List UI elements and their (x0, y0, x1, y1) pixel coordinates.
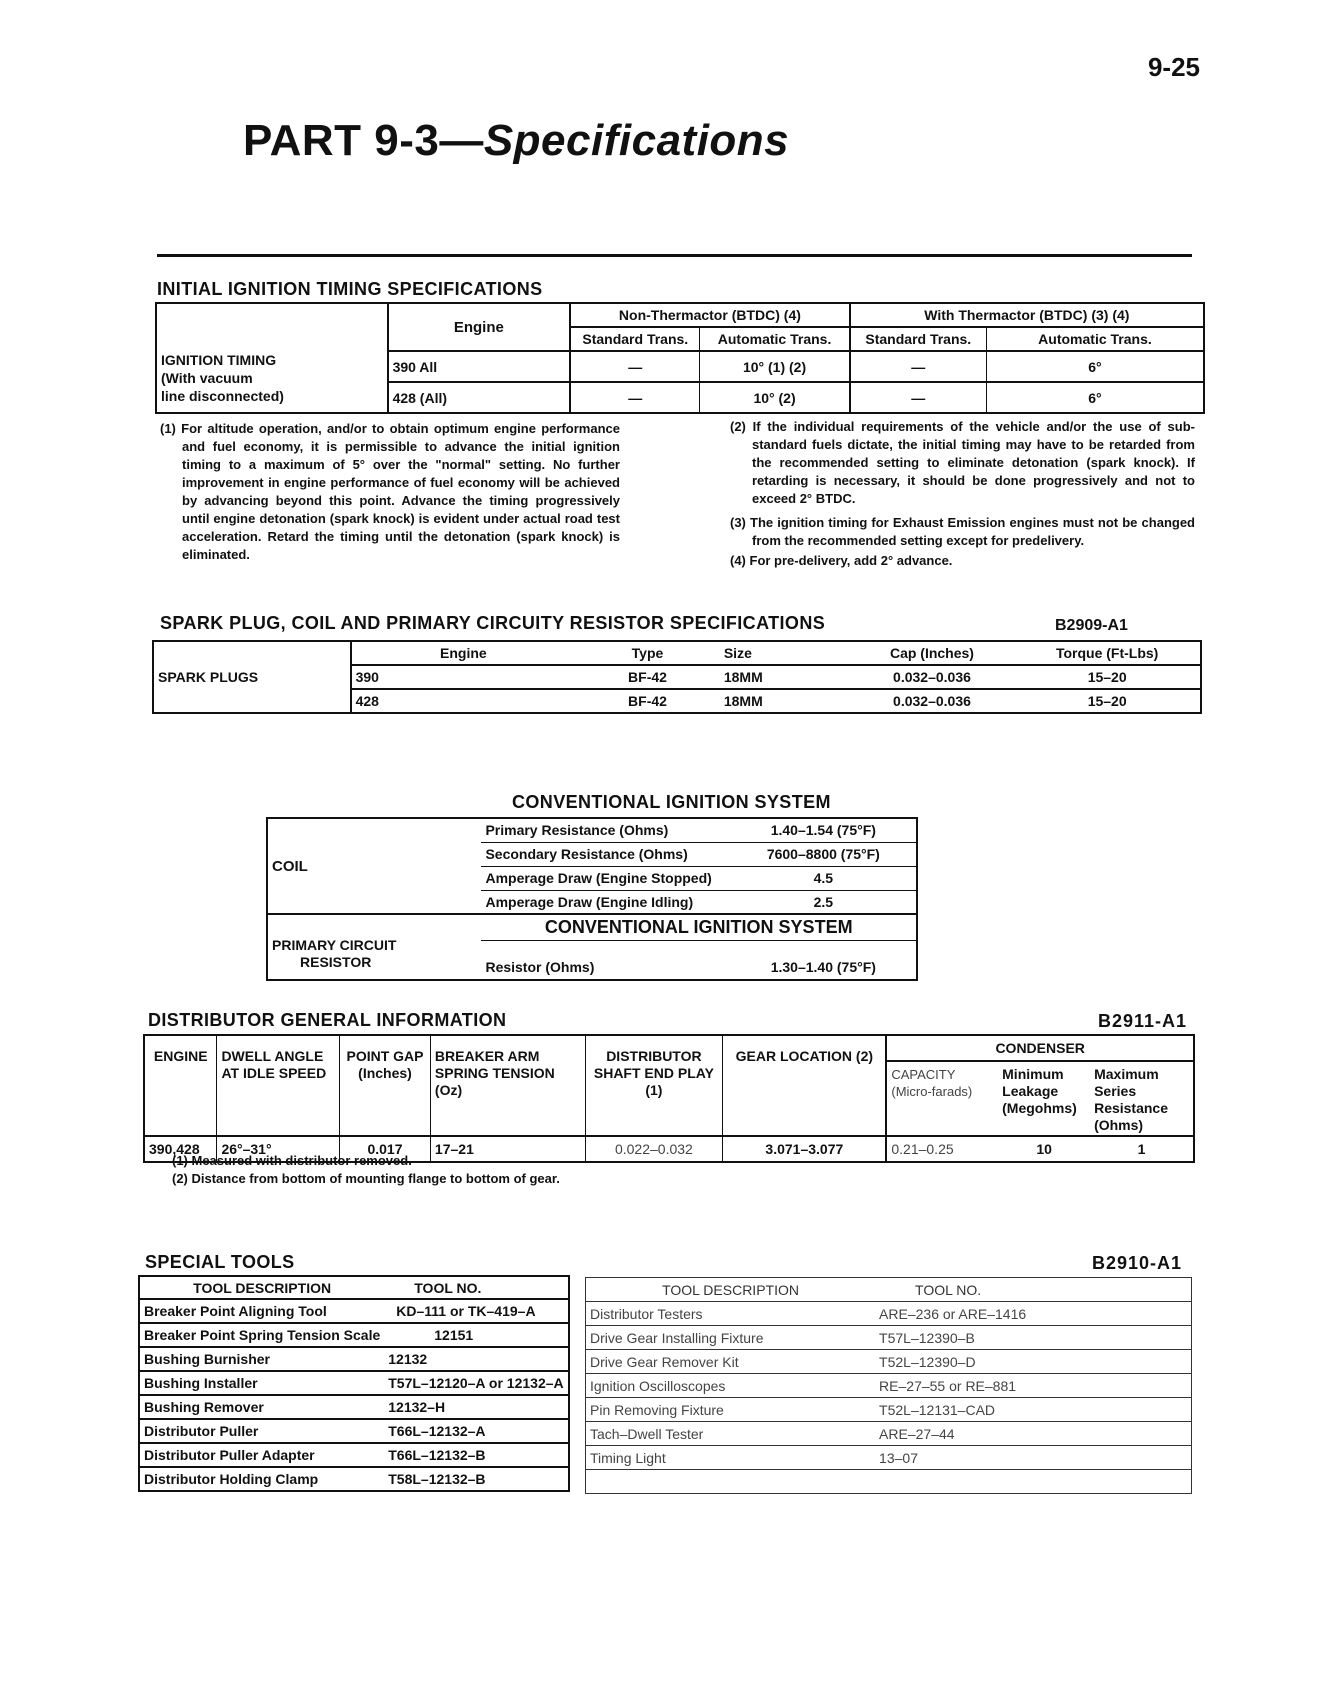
dist-dwell-cell: 26°–31° (217, 1136, 340, 1162)
spark-engine-header: Engine (440, 645, 487, 661)
right-tool-desc-header: TOOL DESCRIPTION (662, 1281, 799, 1298)
condenser-leakage-cell: 10 (1036, 1141, 1052, 1157)
special-tools-right-table (585, 1277, 1192, 1494)
condenser-resistance-header: Maximum Series Resistance (Ohms) (1094, 1066, 1169, 1133)
special-tools-left-table (138, 1275, 570, 1492)
coil-spec-value: 4.5 (731, 866, 917, 890)
tool-desc-cell (586, 1470, 876, 1494)
coil-spec-value: 1.40–1.54 (75°F) (731, 818, 917, 842)
conventional-table (266, 817, 918, 981)
engine-header: Engine (388, 303, 571, 351)
resistor-spec-value: 1.30–1.40 (75°F) (770, 959, 876, 975)
wt-auto-header: Automatic Trans. (1038, 331, 1152, 347)
wt-std-cell: — (850, 382, 987, 413)
dist-gap-cell: 0.017 (340, 1136, 431, 1162)
table-row (139, 1323, 569, 1347)
table-row (586, 1302, 1192, 1326)
title-prefix: PART 9-3 (243, 116, 440, 165)
ignition-label-line-1: IGNITION TIMING (161, 351, 277, 368)
tool-desc-cell: Bushing Remover (144, 1399, 264, 1415)
tool-no-cell: 12132–H (388, 1399, 446, 1415)
tool-desc-cell: Distributor Holding Clamp (144, 1471, 319, 1487)
table-row (139, 1395, 569, 1419)
coil-spec-value: 7600–8800 (75°F) (731, 842, 917, 866)
spark-cap-cell: 0.032–0.036 (893, 693, 971, 709)
tool-no-cell: T57L–12390–B (879, 1329, 975, 1346)
spark-plug-heading: SPARK PLUG, COIL AND PRIMARY CIRCUITY RESISTOR SPECIFICATIONS (160, 613, 826, 633)
coil-spec-label: Amperage Draw (Engine Idling) (485, 893, 694, 910)
ignition-timing-table (155, 302, 1205, 414)
left-tool-desc-header: TOOL DESCRIPTION (193, 1279, 332, 1296)
tool-desc-cell: Breaker Point Spring Tension Scale (144, 1327, 381, 1343)
tool-no-cell: T58L–12132–B (388, 1471, 486, 1487)
condenser-leakage-header: Minimum Leakage (Megohms) (1002, 1066, 1077, 1116)
engine-cell: 428 (All) (388, 382, 571, 413)
nt-auto-header: Automatic Trans. (700, 327, 850, 351)
table-row (139, 1467, 569, 1491)
right-tool-no-header: TOOL NO. (915, 1281, 982, 1298)
tool-no-cell: ARE–236 or ARE–1416 (879, 1305, 1027, 1322)
tool-no-cell: T66L–12132–B (388, 1447, 486, 1463)
tool-desc-cell: Distributor Puller Adapter (144, 1447, 315, 1463)
condenser-capacity-cell: 0.21–0.25 (891, 1141, 954, 1157)
special-tools-heading: SPECIAL TOOLS (145, 1252, 295, 1272)
tool-no-cell: 12151 (434, 1327, 474, 1343)
coil-label: COIL (272, 857, 308, 875)
table-row (267, 818, 917, 842)
table-row (586, 1350, 1192, 1374)
table-row (139, 1419, 569, 1443)
condenser-capacity-header: CAPACITY (Micro-farads) (891, 1067, 973, 1099)
dist-engine-cell: 390,428 (144, 1136, 217, 1162)
tool-no-cell: T52L–12390–D (879, 1353, 976, 1370)
dist-endplay-header: DISTRIBUTOR SHAFT END PLAY (1) (585, 1035, 723, 1136)
table-row (586, 1470, 1192, 1494)
dist-tension-header: BREAKER ARM SPRING TENSION (Oz) (430, 1035, 585, 1136)
engine-cell: 390 All (388, 351, 571, 382)
tool-no-cell: KD–111 or TK–419–A (396, 1303, 536, 1319)
conventional-sub-heading: CONVENTIONAL IGNITION SYSTEM (481, 914, 917, 940)
dist-endplay-cell: 0.022–0.032 (585, 1136, 723, 1162)
conventional-heading: CONVENTIONAL IGNITION SYSTEM (512, 792, 831, 812)
tool-desc-cell: Drive Gear Installing Fixture (590, 1329, 764, 1346)
dist-engine-header: ENGINE (144, 1035, 217, 1136)
coil-spec-label: Secondary Resistance (Ohms) (481, 842, 730, 866)
ignition-note-1: (1) For altitude operation, and/or to obtain optimum engine performance and fuel economy, it is permissible to advance the initial ignition timing to a maximum of 5° over the "normal" setting. No further improvement in engine performance of fuel economy will be achieved by advancing beyond this point. Advance the timing progressively until engine detonation (spark knock) is evident under actual road test acceleration. Retard the timing until the detonation (spark knock) is eliminated. (160, 421, 620, 562)
dist-gap-header: POINT GAP (Inches) (340, 1035, 431, 1136)
spark-size-header: Size (723, 645, 752, 661)
table-row (139, 1299, 569, 1323)
tool-no-cell: T57L–12120–A or 12132–A (388, 1375, 564, 1391)
tool-no-cell: 13–07 (879, 1449, 918, 1466)
ignition-label-line-3: line disconnected) (161, 387, 284, 404)
table-row (139, 1347, 569, 1371)
resistor-label-line-1: PRIMARY CIRCUIT (272, 936, 397, 953)
title-rule (157, 254, 1192, 257)
condenser-header: CONDENSER (886, 1035, 1194, 1061)
ignition-notes-left (160, 420, 620, 566)
condenser-resistance-cell: 1 (1137, 1141, 1146, 1157)
ignition-label-line-2: (With vacuum (161, 369, 253, 386)
table-row (586, 1374, 1192, 1398)
spark-plugs-label: SPARK PLUGS (153, 641, 351, 713)
tool-desc-cell: Distributor Testers (590, 1305, 703, 1322)
wt-std-header: Standard Trans. (850, 327, 987, 351)
spark-torque-header: Torque (Ft-Lbs) (1055, 645, 1159, 661)
title-suffix: Specifications (483, 116, 790, 165)
title-dash: — (439, 116, 484, 165)
dist-tension-cell: 17–21 (430, 1136, 585, 1162)
spark-size-cell: 18MM (723, 693, 763, 709)
spark-engine-cell: 428 (355, 693, 379, 709)
tool-desc-cell: Timing Light (590, 1449, 666, 1466)
tool-no-cell: ARE–27–44 (879, 1425, 955, 1442)
tool-desc-cell: Pin Removing Fixture (590, 1401, 724, 1418)
ignition-timing-heading: INITIAL IGNITION TIMING SPECIFICATIONS (157, 279, 543, 299)
wt-std-cell: — (850, 351, 987, 382)
tool-desc-cell: Bushing Installer (144, 1375, 258, 1391)
spark-cap-header: Cap (Inches) (889, 645, 974, 661)
coil-spec-label: Amperage Draw (Engine Stopped) (481, 866, 730, 890)
wt-auto-cell: 6° (1088, 358, 1102, 375)
spark-type-cell: BF-42 (628, 669, 667, 685)
nt-auto-cell: 10° (2) (700, 382, 850, 413)
ignition-row-label (156, 303, 388, 413)
spark-cap-cell: 0.032–0.036 (893, 669, 971, 685)
coil-spec-label: Primary Resistance (Ohms) (481, 818, 730, 842)
ignition-note-2: (2) If the individual requirements of the vehicle and/or the use of sub-standard fuels dictate, the initial timing may have to be retarded from the recommended setting to eliminate detonation (spark knock). If retarding is necessary, it should be done progressively and not to exceed 2° BTDC. (730, 419, 1195, 506)
dist-dwell-header: DWELL ANGLE AT IDLE SPEED (217, 1035, 340, 1136)
resistor-label (267, 914, 481, 980)
spark-plug-table (152, 640, 1202, 714)
tool-no-cell (875, 1470, 1191, 1494)
tool-desc-cell: Drive Gear Remover Kit (590, 1353, 739, 1370)
distributor-fig-code: B2911-A1 (1098, 1011, 1188, 1031)
wt-auto-cell: 6° (1088, 389, 1102, 406)
distributor-table (143, 1034, 1195, 1163)
distributor-note-2: (2) Distance from bottom of mounting flange to bottom of gear. (172, 1171, 560, 1186)
table-row (586, 1398, 1192, 1422)
distributor-heading: DISTRIBUTOR GENERAL INFORMATION (148, 1010, 507, 1030)
tool-no-cell: T52L–12131–CAD (879, 1401, 996, 1418)
distributor-note-1: (1) Measured with distributor removed. (172, 1153, 412, 1168)
tool-desc-cell: Breaker Point Aligning Tool (144, 1303, 327, 1319)
page-number: 9-25 (1147, 52, 1200, 82)
tool-desc-cell: Bushing Burnisher (144, 1351, 271, 1367)
nt-std-cell: — (570, 351, 700, 382)
with-thermactor-header: With Thermactor (BTDC) (3) (4) (850, 303, 1204, 327)
tool-desc-cell: Ignition Oscilloscopes (590, 1377, 726, 1394)
spark-type-cell: BF-42 (628, 693, 667, 709)
distributor-notes (172, 1152, 872, 1188)
left-tool-no-header: TOOL NO. (414, 1279, 482, 1296)
special-tools-fig-code: B2910-A1 (1092, 1253, 1183, 1273)
nt-std-cell: — (570, 382, 700, 413)
coil-spec-value: 2.5 (813, 893, 834, 910)
nt-std-header: Standard Trans. (570, 327, 700, 351)
tool-no-cell: 12132 (388, 1351, 428, 1367)
table-row (139, 1443, 569, 1467)
tool-desc-cell: Distributor Puller (144, 1423, 259, 1439)
tool-desc-cell: Tach–Dwell Tester (590, 1425, 704, 1442)
page-title (243, 116, 789, 166)
non-thermactor-header: Non-Thermactor (BTDC) (4) (570, 303, 850, 327)
spark-size-cell: 18MM (723, 669, 763, 685)
spark-plug-fig-code: B2909-A1 (1055, 617, 1128, 634)
ignition-notes-right (730, 418, 1195, 572)
table-row (586, 1326, 1192, 1350)
table-row (586, 1422, 1192, 1446)
resistor-label-line-2: RESISTOR (300, 953, 372, 970)
nt-auto-cell: 10° (1) (2) (700, 351, 850, 382)
tool-no-cell: T66L–12132–A (388, 1423, 486, 1439)
tool-no-cell: RE–27–55 or RE–881 (879, 1377, 1017, 1394)
dist-gear-header: GEAR LOCATION (2) (723, 1035, 887, 1136)
table-row (586, 1446, 1192, 1470)
ignition-note-3: (3) The ignition timing for Exhaust Emission engines must not be changed from the recommended setting except for predelivery. (730, 515, 1195, 548)
dist-gear-cell: 3.071–3.077 (723, 1136, 887, 1162)
spark-torque-cell: 15–20 (1087, 693, 1127, 709)
resistor-spec-label: Resistor (Ohms) (485, 959, 595, 975)
spark-engine-cell: 390 (355, 669, 379, 685)
ignition-note-4: (4) For pre-delivery, add 2° advance. (730, 553, 953, 568)
spark-type-header: Type (631, 645, 664, 661)
spark-torque-cell: 15–20 (1087, 669, 1127, 685)
table-row (139, 1371, 569, 1395)
